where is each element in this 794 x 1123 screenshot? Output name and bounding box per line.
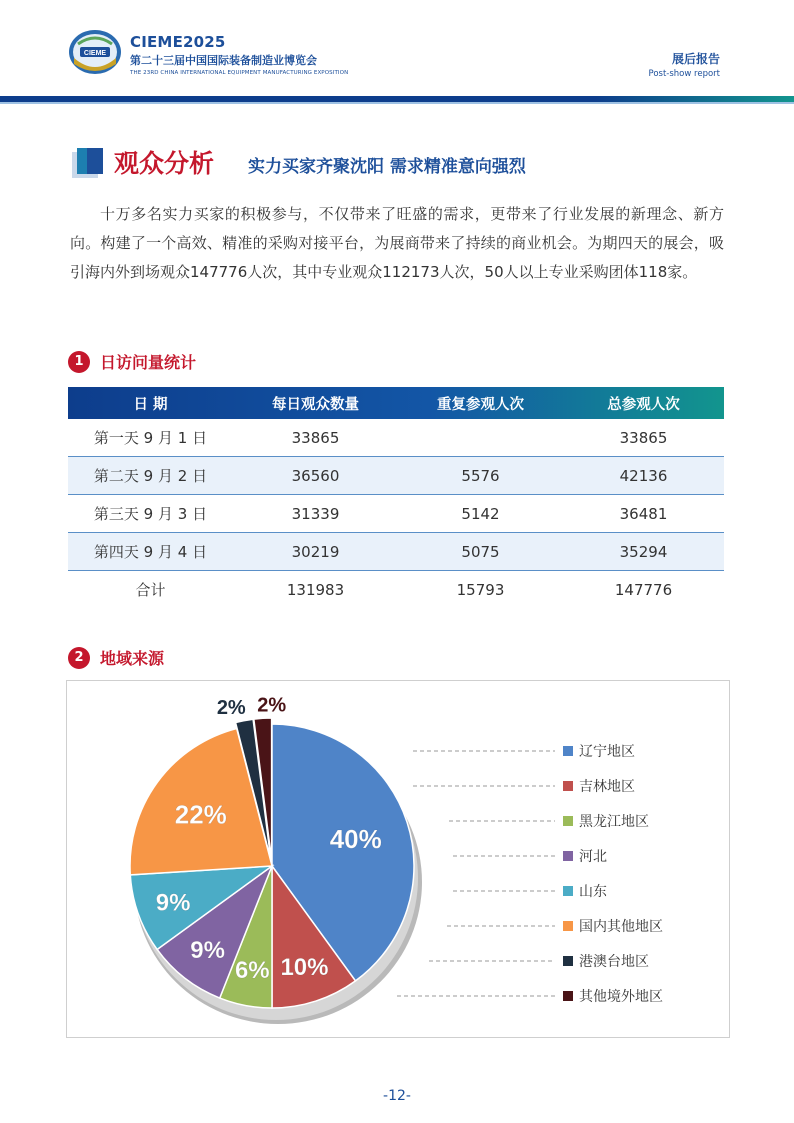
legend-label: 吉林地区 bbox=[579, 779, 635, 795]
col-total-visits: 总参观人次 bbox=[607, 396, 680, 413]
legend-label: 山东 bbox=[579, 884, 607, 900]
col-repeat-visits: 重复参观人次 bbox=[437, 396, 524, 413]
region-chart-box bbox=[66, 680, 730, 1038]
cell-date: 第三天 9 月 3 日 bbox=[68, 495, 233, 533]
legend-swatch bbox=[563, 991, 573, 1001]
legend-label: 港澳台地区 bbox=[579, 954, 649, 970]
col-daily-visitors: 每日观众数量 bbox=[272, 396, 359, 413]
table-row bbox=[68, 533, 724, 571]
pie-data-label: 2% bbox=[216, 696, 246, 719]
pie-data-label: 40% bbox=[329, 823, 382, 854]
legend-label: 其他境外地区 bbox=[579, 989, 663, 1005]
page-header bbox=[0, 0, 794, 96]
pie-data-label: 22% bbox=[174, 799, 227, 830]
cell-total: 35294 bbox=[563, 533, 724, 571]
cell-daily: 31339 bbox=[233, 495, 398, 533]
cell-total: 36481 bbox=[563, 495, 724, 533]
brand-name-en: THE 23RD CHINA INTERNATIONAL EQUIPMENT MANUFACTURING EXPOSITION bbox=[130, 70, 349, 76]
cell-repeat bbox=[398, 419, 563, 457]
cell-daily: 131983 bbox=[286, 580, 345, 599]
header-divider-accent bbox=[0, 102, 794, 104]
legend-label: 黑龙江地区 bbox=[579, 814, 649, 830]
cell-date: 第一天 9 月 1 日 bbox=[68, 419, 233, 457]
cell-daily: 30219 bbox=[233, 533, 398, 571]
number-badge: 2 bbox=[68, 647, 90, 669]
pie-data-label: 9% bbox=[155, 889, 191, 917]
legend-swatch bbox=[563, 746, 573, 756]
page-number: -12- bbox=[383, 1088, 411, 1104]
report-label bbox=[649, 50, 720, 79]
intro-paragraph: 十万多名实力买家的积极参与，不仅带来了旺盛的需求，更带来了行业发展的新理念、新方向。构建了一个高效、精准的采购对接平台，为展商带来了持续的商业机会。为期四天的展会，吸引海内外到场观众147776人次，其中专业观众112173人次，50人以上专业采购团体118家。 bbox=[70, 205, 724, 281]
section-square-icon bbox=[72, 146, 104, 178]
legend-swatch bbox=[563, 816, 573, 826]
pie-data-label: 6% bbox=[234, 957, 270, 985]
legend-swatch bbox=[563, 921, 573, 931]
table-header-row bbox=[68, 387, 724, 419]
daily-visits-table bbox=[68, 387, 724, 608]
cell-total: 33865 bbox=[563, 419, 724, 457]
number-badge: 1 bbox=[68, 351, 90, 373]
cell-date: 合计 bbox=[135, 581, 166, 599]
pie-data-label: 10% bbox=[280, 953, 329, 981]
legend-swatch bbox=[563, 781, 573, 791]
legend-swatch bbox=[563, 956, 573, 966]
brand-block bbox=[130, 33, 348, 76]
col-date: 日 期 bbox=[133, 396, 168, 413]
cell-repeat: 5576 bbox=[398, 457, 563, 495]
legend-label: 辽宁地区 bbox=[579, 744, 635, 760]
region-pie-chart bbox=[67, 681, 729, 1037]
cell-total: 42136 bbox=[563, 457, 724, 495]
section-heading: 观众分析 bbox=[114, 149, 215, 178]
cell-repeat: 5142 bbox=[398, 495, 563, 533]
pie-data-label: 9% bbox=[190, 937, 225, 965]
brand-name-cn: 第二十三届中国国际装备制造业博览会 bbox=[130, 54, 317, 67]
cell-repeat: 15793 bbox=[456, 580, 505, 599]
cieme-logo-icon bbox=[68, 28, 122, 76]
brand-name: CIEME2025 bbox=[130, 33, 226, 51]
region-title: 地域来源 bbox=[100, 649, 165, 668]
section-subheading: 实力买家齐聚沈阳 需求精准意向强烈 bbox=[248, 157, 526, 177]
cell-date: 第二天 9 月 2 日 bbox=[68, 457, 233, 495]
table-total-row bbox=[68, 571, 724, 609]
cell-daily: 33865 bbox=[233, 419, 398, 457]
cell-date: 第四天 9 月 4 日 bbox=[68, 533, 233, 571]
legend-label: 河北 bbox=[579, 849, 607, 865]
cell-daily: 36560 bbox=[233, 457, 398, 495]
logo-text: CIEME bbox=[83, 50, 107, 57]
table-row bbox=[68, 457, 724, 495]
legend-swatch bbox=[563, 886, 573, 896]
legend-label: 国内其他地区 bbox=[579, 919, 663, 935]
table-row bbox=[68, 419, 724, 457]
pie-data-label: 2% bbox=[257, 694, 287, 717]
legend-swatch bbox=[563, 851, 573, 861]
report-label-en: Post-show report bbox=[648, 69, 720, 79]
cell-repeat: 5075 bbox=[398, 533, 563, 571]
cell-total: 147776 bbox=[614, 580, 673, 599]
report-label-cn: 展后报告 bbox=[671, 52, 720, 66]
table-row bbox=[68, 495, 724, 533]
daily-visits-title: 日访问量统计 bbox=[100, 353, 197, 372]
